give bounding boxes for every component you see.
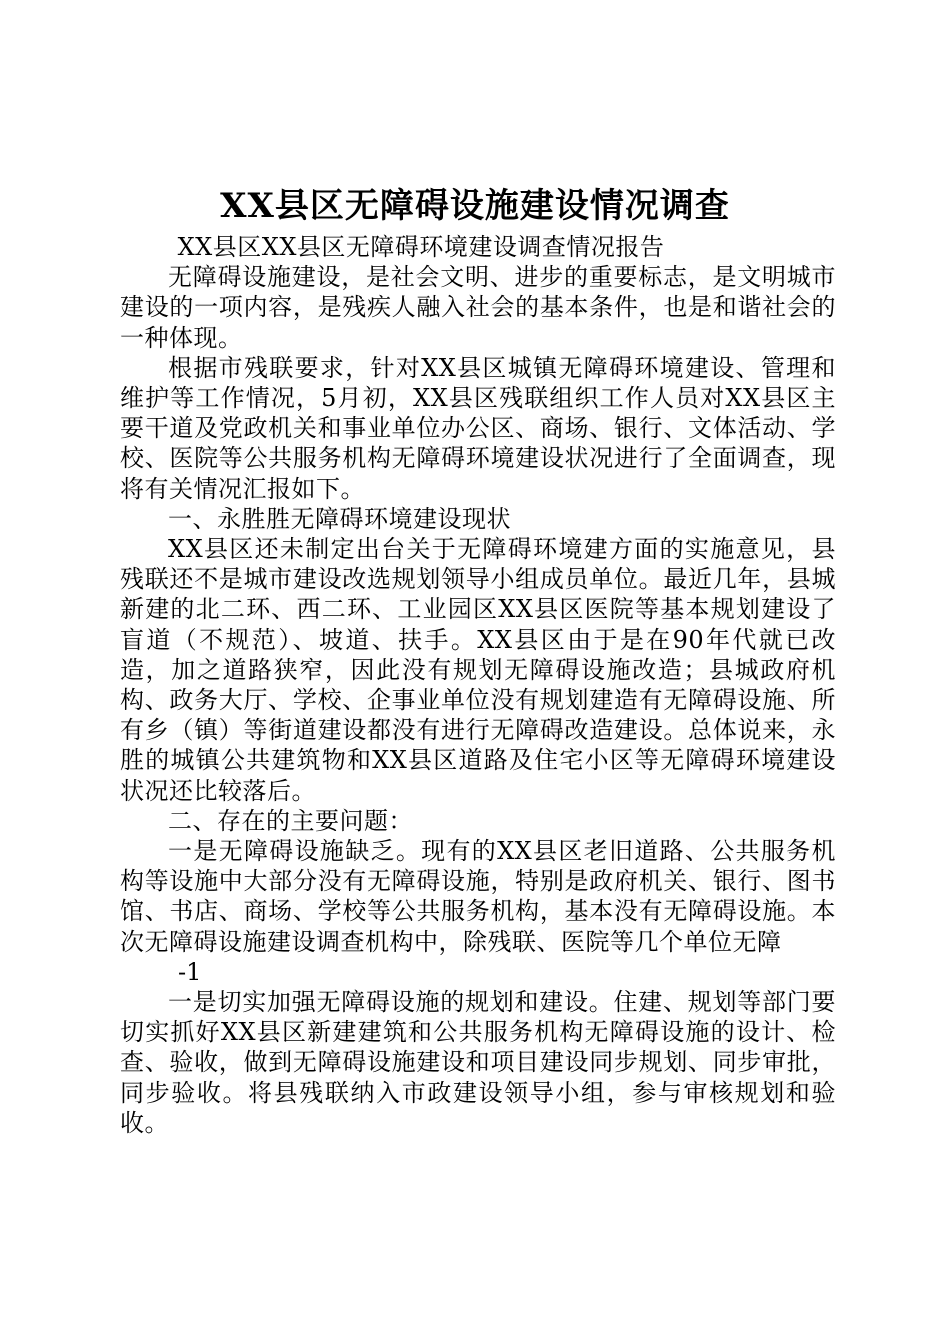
intro-paragraph: 无障碍设施建设，是社会文明、进步的重要标志，是文明城市建设的一项内容，是残疾人融入社会的基本条件，也是和谐社会的一种体现。 — [120, 263, 836, 352]
status-paragraph: XX县区还未制定出台关于无障碍环境建方面的实施意见，县残联还不是城市建设改选规划领导小组成员单位。最近几年，县城新建的北二环、西二环、工业园区XX县区医院等基本规划建设了盲道（不规范）、坡道、扶手。XX县区由于是在90年代就已改造，加之道路狭窄，因此没有规划无障碍设施改造；县城政府机构、政务大厅、学校、企事业单位没有规划建造有无障碍设施、所有乡（镇）等街道建设都没有进行无障碍改造建设。总体说来，永胜的城镇公共建筑物和XX县区道路及住宅小区等无障碍环境建设状况还比较落后。 — [120, 535, 836, 805]
section-heading-problems: 二、存在的主要问题： — [168, 806, 413, 835]
problem-paragraph: 一是无障碍设施缺乏。现有的XX县区老旧道路、公共服务机构等设施中大部分没有无障碍设施，特别是政府机关、银行、图书馆、书店、商场、学校等公共服务机构，基本没有无障碍设施。本次无障碍设施建设调查机构中，除残联、医院等几个单位无障 — [120, 837, 836, 956]
background-paragraph: 根据市残联要求，针对XX县区城镇无障碍环境建设、管理和维护等工作情况，5月初，XX县区残联组织工作人员对XX县区主要干道及党政机关和事业单位办公区、商场、银行、文体活动、学校、医院等公共服务机构无障碍环境建设状况进行了全面调查，现将有关情况汇报如下。 — [120, 353, 836, 503]
page-number: -1 — [178, 957, 202, 986]
section-heading-status: 一、永胜胜无障碍环境建设现状 — [168, 504, 511, 533]
document-title: XX县区无障碍设施建设情况调查 — [220, 186, 730, 226]
report-subtitle: XX县区XX县区无障碍环境建设调查情况报告 — [177, 233, 665, 261]
recommendation-paragraph: 一是切实加强无障碍设施的规划和建设。住建、规划等部门要切实抓好XX县区新建建筑和公共服务机构无障碍设施的设计、检查、验收，做到无障碍设施建设和项目建设同步规划、同步审批，同步验收。将县残联纳入市政建设领导小组，参与审核规划和验收。 — [120, 988, 836, 1137]
document-body — [120, 232, 836, 1138]
